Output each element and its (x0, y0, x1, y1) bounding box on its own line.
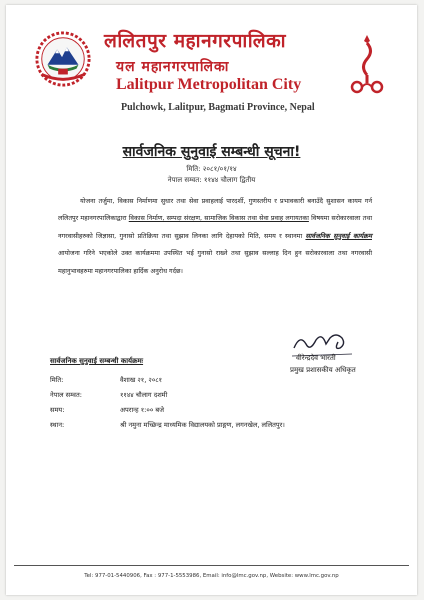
program-row-date: मिति: वैशाख २१, २०८१ (50, 376, 163, 384)
notice-body (58, 193, 372, 280)
letter-page (6, 5, 417, 595)
header-title-english: Lalitpur Metropolitan City (116, 76, 302, 93)
body-part-1: योजना तर्जुमा, विकास निर्माणमा सुधार तथा सेवा प्रवाहलाई पारदर्शी, गुणस्तरीय र प्रभावकारी बनाउँदै सुशासन कायम गर्न ललितपुर महानगरपालिकाद्वारा (58, 197, 372, 223)
notice-nepal-samvat: नेपाल सम्वत: ११४४ चौलाग द्वितीय (167, 176, 256, 184)
footer-divider (14, 565, 409, 566)
program-row-venue: स्थान: श्री नमुना मच्छिन्द्र माध्यमिक विद्यालयको प्राङ्गण, लगनखेल, ललितपुर। (50, 421, 285, 429)
header-title-nepali: ललितपुर महानगरपालिका (104, 30, 287, 52)
header-title-newari: यल महानगरपालिका (116, 59, 230, 75)
program-row-samvat: नेपाल सम्वत: ११४४ चौलाग दशमी (50, 391, 168, 399)
body-part-2: विषयमा सरोकारवाला तथा नगरवासीहरुको जिज्ञासा, गुनासो प्रतिक्रिया तथा सुझाव लिनका लागि देहायको मिति, समय र स्थानमा (58, 214, 372, 240)
notice-date: मिति: २०८१/०१/१४ (186, 165, 237, 173)
signatory-name: वीरेन्द्रदेव भारती (296, 354, 336, 362)
lmc-logo-icon (344, 33, 390, 95)
body-program-name: सार्वजनिक सुनुवाई कार्यक्रम (305, 231, 372, 240)
header-address: Pulchowk, Lalitpur, Bagmati Province, Nepal (121, 102, 315, 113)
program-row-time: समय: अपरान्ह १:०० बजे (50, 406, 165, 414)
program-title: सार्वजनिक सुनुवाई सम्बन्धी कार्यक्रमः (50, 357, 144, 365)
body-part-3: आयोजना गरिने भएकोले उक्त कार्यक्रममा उपस्थित भई गुनासो राख्ने तथा सुझाव सल्लाह दिन हुन सरोकारवाला तथा नगरवासी महानुभावहरुमा महानगरपालिका हार्दिक अनुरोध गर्दछ। (58, 249, 372, 275)
signatory-title: प्रमुख प्रशासकीय अधिकृत (290, 366, 356, 374)
nepal-emblem-icon (34, 30, 92, 88)
notice-title: सार्वजनिक सुनुवाई सम्बन्धी सूचना! (122, 144, 301, 160)
body-underlined-topics: विकास निर्माण, सम्पदा संरक्षण, सामाजिक विकास तथा सेवा प्रवाह लगायतका (128, 214, 309, 223)
footer-contact: Tel: 977-01-5440906, Fax : 977-1-5553986, Email: info@lmc.gov.np, Website: www.lmc.gov.np (84, 573, 339, 579)
